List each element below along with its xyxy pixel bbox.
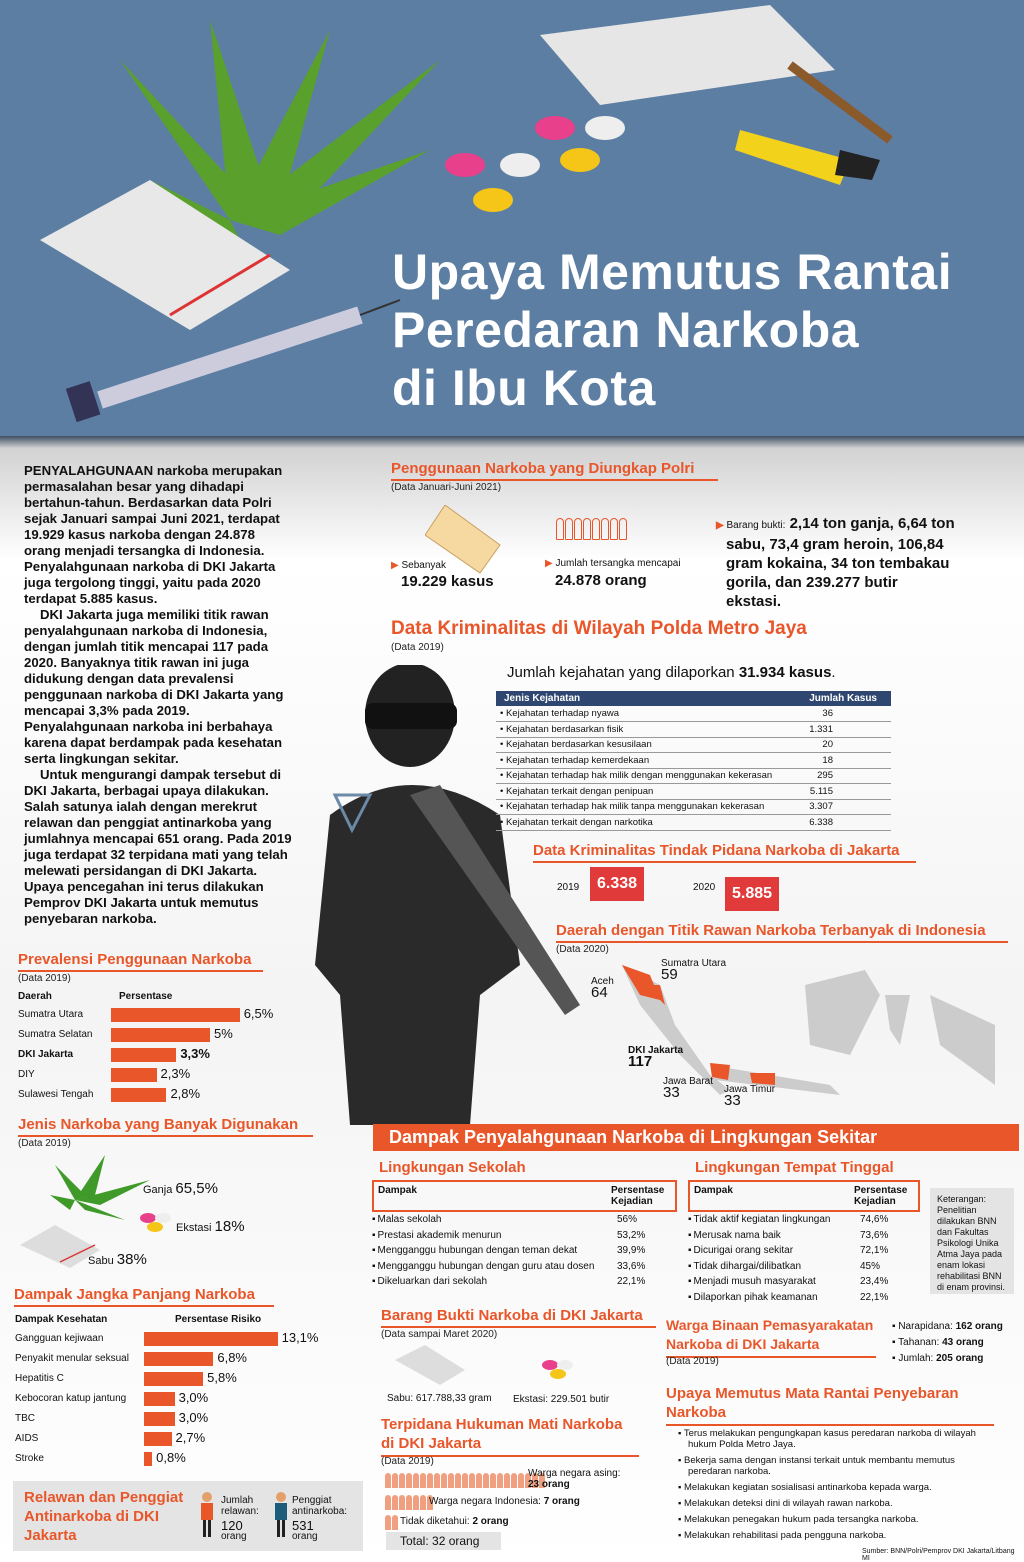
pills-icon bbox=[140, 1213, 171, 1232]
tidak-stat: Tidak diketahui: 2 orang bbox=[400, 1516, 509, 1527]
prev-label: DKI Jakarta bbox=[18, 1049, 74, 1060]
joint-icon bbox=[790, 65, 890, 140]
crime-row bbox=[496, 768, 891, 784]
dampak-row bbox=[372, 1228, 677, 1244]
crime-type: • Kejahatan terhadap kemerdekaan bbox=[496, 753, 795, 769]
jangka-heading: Dampak Jangka Panjang Narkoba bbox=[14, 1286, 274, 1307]
person-icon bbox=[490, 1473, 496, 1488]
jangka-value: 2,7% bbox=[175, 1430, 206, 1445]
indonesia-map bbox=[600, 955, 1000, 1109]
person-icon bbox=[476, 1473, 482, 1488]
dampak-item: ▪ Tidak aktif kegiatan lingkungan bbox=[688, 1214, 831, 1225]
person-icon bbox=[413, 1473, 419, 1488]
jangka-value: 13,1% bbox=[281, 1330, 319, 1345]
prev-col-persentase: Persentase bbox=[119, 991, 173, 1002]
crime-count: 36 bbox=[795, 706, 891, 722]
person-icon bbox=[504, 1473, 510, 1488]
dampak-row bbox=[688, 1259, 920, 1275]
upaya-item: ▪ Terus melakukan pengungkapan kasus peredaran narkoba di wilayah hukum Polda Metro Jaya. bbox=[678, 1428, 998, 1450]
syringe-icon bbox=[66, 300, 400, 422]
ekstasi-stat: Ekstasi 18% bbox=[176, 1218, 245, 1235]
crime-count: 3.307 bbox=[795, 799, 891, 815]
prev-col-daerah: Daerah bbox=[18, 991, 52, 1002]
binaan-list bbox=[892, 1319, 1003, 1367]
dampak-row bbox=[688, 1243, 920, 1259]
crime-count: 20 bbox=[795, 737, 891, 753]
prev-bar bbox=[111, 1008, 240, 1022]
prev-bar-chart bbox=[0, 1008, 320, 1108]
polri-subtitle: (Data Januari-Juni 2021) bbox=[391, 482, 502, 493]
wni-people-icons bbox=[385, 1495, 434, 1515]
upaya-item: ▪ Melakukan rehabilitasi pada pengguna narkoba. bbox=[678, 1530, 998, 1541]
prev-value: 3,3% bbox=[180, 1046, 210, 1061]
tinggal-table: Dampak Persentase Kejadian ▪ Tidak aktif kegiatan lingkungan 74,6% ▪ Merusak nama baik 73,6% ▪ Dicurigai orang sekitar 72,1% ▪ Tidak dihargai/dilibatkan 45% ▪ Menjadi musuh masyarakat 23,4% ▪ Dilaporkan pihak keamanan 22,1% bbox=[688, 1180, 920, 1305]
binaan-label: ▪ Tahanan: bbox=[892, 1337, 943, 1348]
dampak-item: ▪ Tidak dihargai/dilibatkan bbox=[688, 1261, 801, 1272]
person-icon bbox=[392, 1473, 398, 1488]
jangka-label: Hepatitis C bbox=[15, 1373, 64, 1384]
prev-bar bbox=[111, 1088, 166, 1102]
prev-heading: Prevalensi Penggunaan Narkoba bbox=[18, 951, 263, 972]
crime-type: • Kejahatan terkait dengan penipuan bbox=[496, 784, 795, 800]
kasus-value: 19.229 kasus bbox=[401, 573, 494, 590]
person-icon bbox=[406, 1473, 412, 1488]
crime-row bbox=[496, 815, 891, 831]
dampak-row bbox=[372, 1259, 677, 1275]
dampak-percent: 22,1% bbox=[617, 1276, 646, 1288]
binaan-value: 43 orang bbox=[942, 1337, 984, 1348]
jangka-bar bbox=[144, 1372, 203, 1386]
binaan-heading: Warga Binaan Pemasyarakatan Narkoba di DKI Jakarta bbox=[666, 1316, 876, 1358]
dampak-percent: 23,4% bbox=[860, 1276, 889, 1288]
crime-type: • Kejahatan terhadap nyawa bbox=[496, 706, 795, 722]
crime-table bbox=[496, 691, 891, 831]
crime-type: • Kejahatan berdasarkan fisik bbox=[496, 722, 795, 738]
relawan-heading: Relawan dan Penggiat Antinarkoba di DKI Jakarta bbox=[24, 1489, 184, 1544]
crime-col-jenis: Jenis Kejahatan bbox=[496, 691, 795, 706]
dampak-item: ▪ Malas sekolah bbox=[372, 1214, 441, 1225]
upaya-item: ▪ Melakukan kegiatan sosialisasi antinarkoba kepada warga. bbox=[678, 1482, 998, 1493]
prev-bar bbox=[111, 1028, 210, 1042]
pills-icon bbox=[445, 116, 625, 212]
tindak-value-2020: 5.885 bbox=[725, 877, 779, 911]
tindak-value-2019: 6.338 bbox=[590, 867, 644, 901]
upaya-item: ▪ Melakukan deteksi dini di wilayah rawan narkoba. bbox=[678, 1498, 998, 1509]
ganja-stat: Ganja 65,5% bbox=[143, 1180, 218, 1197]
jangka-bar bbox=[144, 1432, 172, 1446]
map-label-jatim: Jawa Timur 33 bbox=[724, 1084, 776, 1109]
person-icon bbox=[399, 1495, 405, 1510]
dampak-row bbox=[688, 1290, 920, 1306]
tinggal-heading: Lingkungan Tempat Tinggal bbox=[695, 1159, 894, 1176]
dampak-item: ▪ Dikeluarkan dari sekolah bbox=[372, 1276, 487, 1287]
jangka-label: Stroke bbox=[15, 1453, 44, 1464]
prev-label: Sumatra Utara bbox=[18, 1009, 84, 1020]
person-icon bbox=[469, 1473, 475, 1488]
person-icon bbox=[483, 1473, 489, 1488]
prev-subtitle: (Data 2019) bbox=[18, 973, 71, 984]
hero-divider bbox=[0, 436, 1024, 448]
mati-heading: Terpidana Hukuman Mati Narkoba di DKI Jakarta bbox=[381, 1415, 639, 1457]
person-icon bbox=[497, 1473, 503, 1488]
dampak-percent: 22,1% bbox=[860, 1291, 889, 1303]
bukti-icons bbox=[395, 1345, 625, 1387]
binaan-item bbox=[892, 1335, 1003, 1351]
crime-type: • Kejahatan terkait dengan narkotika bbox=[496, 815, 795, 831]
crime-row bbox=[496, 737, 891, 753]
binaan-label: ▪ Narapidana: bbox=[892, 1321, 956, 1332]
crime-type: • Kejahatan terhadap hak milik dengan menggunakan kekerasan bbox=[496, 768, 795, 784]
person-icon bbox=[511, 1473, 517, 1488]
crime-row bbox=[496, 753, 891, 769]
prev-value: 2,3% bbox=[160, 1066, 191, 1081]
pills-icon bbox=[542, 1360, 573, 1379]
mati-subtitle: (Data 2019) bbox=[381, 1456, 434, 1467]
jangka-bar-chart bbox=[0, 1332, 360, 1472]
binaan-value: 205 orang bbox=[936, 1353, 984, 1364]
crime-count: 6.338 bbox=[795, 815, 891, 831]
jangka-col-dampak: Dampak Kesehatan bbox=[15, 1314, 108, 1325]
prev-label: Sulawesi Tengah bbox=[18, 1089, 94, 1100]
person-icon bbox=[420, 1473, 426, 1488]
crime-row bbox=[496, 722, 891, 738]
keterangan-note: Keterangan: Penelitian dilakukan BNN dan Fakultas Psikologi Unika Atma Jaya pada enam lokasi rehabilitasi BNN di enam provinsi. bbox=[930, 1188, 1014, 1294]
crime-count: 1.331 bbox=[795, 722, 891, 738]
upaya-heading: Upaya Memutus Mata Rantai Penyebaran Narkoba bbox=[666, 1384, 994, 1426]
sekolah-heading: Lingkungan Sekolah bbox=[379, 1159, 526, 1176]
prev-value: 2,8% bbox=[170, 1086, 201, 1101]
wni-stat: Warga negara Indonesia: 7 orang bbox=[429, 1496, 580, 1507]
person-icon bbox=[427, 1473, 433, 1488]
person-icon bbox=[392, 1495, 398, 1510]
krim-subtitle: (Data 2019) bbox=[391, 642, 444, 653]
dampak-item: ▪ Mengganggu hubungan dengan guru atau dosen bbox=[372, 1261, 594, 1272]
crime-count: 295 bbox=[795, 768, 891, 784]
source-credit: Sumber: BNN/Polri/Pemprov DKI Jakarta/Litbang MI bbox=[862, 1548, 1015, 1562]
asing-stat: Warga negara asing: 23 orang bbox=[528, 1468, 621, 1490]
person-icon bbox=[434, 1473, 440, 1488]
dampak-item: ▪ Merusak nama baik bbox=[688, 1230, 781, 1241]
person-icon bbox=[385, 1515, 391, 1530]
binaan-item bbox=[892, 1319, 1003, 1335]
dampak-percent: 56% bbox=[617, 1214, 638, 1226]
map-label-dki: DKI Jakarta 117 bbox=[628, 1045, 684, 1070]
crime-row bbox=[496, 784, 891, 800]
jangka-value: 5,8% bbox=[207, 1370, 237, 1385]
jangka-value: 6,8% bbox=[217, 1350, 247, 1365]
dampak-banner: Dampak Penyalahgunaan Narkoba di Lingkungan Sekitar bbox=[373, 1124, 1019, 1151]
lighter-icon bbox=[735, 130, 880, 185]
dampak-row bbox=[372, 1212, 677, 1228]
crime-count: 5.115 bbox=[795, 784, 891, 800]
person-icon bbox=[385, 1495, 391, 1510]
jangka-label: Penyakit menular seksual bbox=[15, 1353, 129, 1364]
binaan-item bbox=[892, 1351, 1003, 1367]
crime-count: 18 bbox=[795, 753, 891, 769]
dampak-item: ▪ Mengganggu hubungan dengan teman dekat bbox=[372, 1245, 577, 1256]
jangka-bar bbox=[144, 1452, 152, 1466]
jangka-bar bbox=[144, 1332, 278, 1346]
powder-packet-icon bbox=[540, 5, 835, 105]
relawan-stat: Jumlah relawan: 120 orang bbox=[221, 1495, 259, 1542]
dampak-row bbox=[688, 1228, 920, 1244]
jenis-heading: Jenis Narkoba yang Banyak Digunakan bbox=[18, 1116, 313, 1137]
jangka-label: Kebocoran katup jantung bbox=[15, 1393, 127, 1404]
prev-value: 6,5% bbox=[243, 1006, 274, 1021]
relawan-person-icon bbox=[200, 1492, 214, 1538]
upaya-item: ▪ Bekerja sama dengan instansi terkait untuk membantu memutus peredaran narkoba. bbox=[678, 1455, 998, 1477]
dampak-percent: 33,6% bbox=[617, 1260, 646, 1272]
person-icon bbox=[462, 1473, 468, 1488]
binaan-label: ▪ Jumlah: bbox=[892, 1353, 937, 1364]
person-icon bbox=[392, 1515, 398, 1530]
tindak-year-2020: 2020 bbox=[693, 882, 716, 893]
prev-bar bbox=[111, 1068, 157, 1082]
person-icon bbox=[441, 1473, 447, 1488]
krim-heading: Data Kriminalitas di Wilayah Polda Metro Jaya bbox=[391, 618, 807, 639]
crime-row bbox=[496, 799, 891, 815]
dampak-percent: 53,2% bbox=[617, 1229, 646, 1241]
person-icon bbox=[406, 1495, 412, 1510]
dampak-percent: 39,9% bbox=[617, 1245, 646, 1257]
dampak-percent: 45% bbox=[860, 1260, 881, 1272]
jangka-label: Gangguan kejiwaan bbox=[15, 1333, 104, 1344]
tersangka-value: 24.878 orang bbox=[555, 572, 647, 589]
map-label-aceh: Aceh 64 bbox=[591, 976, 614, 1001]
rawan-subtitle: (Data 2020) bbox=[556, 944, 609, 955]
jangka-value: 0,8% bbox=[156, 1450, 186, 1465]
page-title: Upaya Memutus Rantai Peredaran Narkoba di Ibu Kota bbox=[392, 244, 953, 416]
dampak-item: ▪ Menjadi musuh masyarakat bbox=[688, 1276, 816, 1287]
jangka-label: TBC bbox=[15, 1413, 35, 1424]
crime-row bbox=[496, 706, 891, 722]
bukti-heading: Barang Bukti Narkoba di DKI Jakarta bbox=[381, 1307, 656, 1328]
crime-col-jumlah: Jumlah Kasus bbox=[795, 691, 891, 706]
dampak-item: ▪ Prestasi akademik menurun bbox=[372, 1230, 502, 1241]
asing-people-icons bbox=[385, 1473, 546, 1493]
dampak-item: ▪ Dilaporkan pihak keamanan bbox=[688, 1292, 818, 1303]
dampak-row bbox=[372, 1243, 677, 1259]
sabu-stat: Sabu 38% bbox=[88, 1251, 147, 1268]
cannabis-icon bbox=[50, 1155, 150, 1220]
prev-label: DIY bbox=[18, 1069, 35, 1080]
jenis-subtitle: (Data 2019) bbox=[18, 1138, 71, 1149]
sekolah-table: Dampak Persentase Kejadian ▪ Malas sekolah 56% ▪ Prestasi akademik menurun 53,2% ▪ Mengganggu hubungan dengan teman dekat 39,9% ▪ Mengganggu hubungan dengan guru atau dosen 33,6% ▪ Dikeluarkan dari sekolah 22,1% bbox=[372, 1180, 677, 1290]
person-icon bbox=[399, 1473, 405, 1488]
jangka-label: AIDS bbox=[15, 1433, 39, 1444]
dampak-percent: 73,6% bbox=[860, 1229, 889, 1241]
person-icon bbox=[413, 1495, 419, 1510]
person-icon bbox=[518, 1473, 524, 1488]
barang-bukti: ▶ Barang bukti: 2,14 ton ganja, 6,64 ton sabu, 73,4 gram heroin, 106,84 gram kokaina, 34 ton tembakau gorila, dan 239.277 butir ekstasi. bbox=[716, 515, 955, 610]
mati-total: Total: 32 orang bbox=[386, 1532, 501, 1550]
prev-label: Sumatra Selatan bbox=[18, 1029, 93, 1040]
person-icon bbox=[420, 1495, 426, 1510]
kasus-label: ▶ Sebanyak bbox=[391, 560, 446, 571]
jangka-value: 3,0% bbox=[178, 1390, 209, 1405]
dampak-row bbox=[688, 1274, 920, 1290]
rawan-heading: Daerah dengan Titik Rawan Narkoba Terbanyak di Indonesia bbox=[556, 922, 1008, 943]
sabu-bag-icon bbox=[395, 1345, 465, 1385]
tersangka-label: ▶ Jumlah tersangka mencapai bbox=[545, 558, 681, 569]
prev-value: 5% bbox=[214, 1026, 233, 1041]
dampak-row bbox=[688, 1212, 920, 1228]
polri-heading: Penggunaan Narkoba yang Diungkap Polri bbox=[391, 460, 718, 481]
upaya-list bbox=[678, 1428, 998, 1546]
jangka-value: 3,0% bbox=[178, 1410, 209, 1425]
dampak-percent: 72,1% bbox=[860, 1245, 889, 1257]
person-icon bbox=[385, 1473, 391, 1488]
jangka-bar bbox=[144, 1392, 175, 1406]
upaya-item: ▪ Melakukan penegakan hukum pada tersangka narkoba. bbox=[678, 1514, 998, 1525]
penggiat-person-icon bbox=[274, 1492, 288, 1538]
jangka-bar bbox=[144, 1412, 175, 1426]
binaan-subtitle: (Data 2019) bbox=[666, 1356, 719, 1367]
tindak-heading: Data Kriminalitas Tindak Pidana Narkoba di Jakarta bbox=[533, 842, 916, 863]
prev-bar bbox=[111, 1048, 176, 1062]
jangka-col-risiko: Persentase Risiko bbox=[175, 1314, 262, 1325]
crime-type: • Kejahatan berdasarkan kesusilaan bbox=[496, 737, 795, 753]
penggiat-stat: Penggiat antinarkoba: 531 orang bbox=[292, 1495, 348, 1542]
dampak-percent: 74,6% bbox=[860, 1214, 889, 1226]
person-icon bbox=[455, 1473, 461, 1488]
krim-total: Jumlah kejahatan yang dilaporkan 31.934 kasus. bbox=[507, 664, 836, 681]
crime-type: • Kejahatan terhadap hak milik tanpa menggunakan kekerasan bbox=[496, 799, 795, 815]
people-icon bbox=[556, 518, 628, 545]
binaan-value: 162 orang bbox=[955, 1321, 1003, 1332]
dampak-item: ▪ Dicurigai orang sekitar bbox=[688, 1245, 793, 1256]
map-label-jabar: Jawa Barat 33 bbox=[663, 1076, 714, 1101]
bukti-ekstasi: Ekstasi: 229.501 butir bbox=[513, 1394, 610, 1405]
bukti-subtitle: (Data sampai Maret 2020) bbox=[381, 1329, 498, 1340]
dampak-row bbox=[372, 1274, 677, 1290]
jangka-bar bbox=[144, 1352, 213, 1366]
person-icon bbox=[448, 1473, 454, 1488]
bukti-sabu: Sabu: 617.788,33 gram bbox=[387, 1393, 492, 1404]
intro-text: PENYALAHGUNAAN narkoba merupakan permasalahan besar yang dihadapi bertahun-tahun. Berdasarkan data Polri sejak Januari sampai Juni 2021, terdapat 19.929 kasus narkoba dengan 24.878 orang menjadi tersangka di Indonesia. Penyalahgunaan narkoba di DKI Jakarta juga tergolong tinggi, yaitu pada 2020 terdapat 5.885 kasus. DKI Jakarta juga memiliki titik rawan penyalahgunaan narkoba di Indonesia, dengan jumlah titik mencapai 117 pada 2020. Banyaknya titik rawan ini juga didukung dengan data prevalensi penggunaan narkoba di DKI Jakarta yang mencapai 3,3% pada 2019. Penyalahgunaan narkoba ini berbahaya karena dapat berdampak pada kesehatan serta lingkungan sekitar. Untuk mengurangi dampak tersebut di DKI Jakarta, berbagai upaya dilakukan. Salah satunya ialah dengan merekrut relawan dan penggiat antinarkoba yang jumlahnya mencapai 651 orang. Pada 2019 juga terdapat 32 terpidana mati yang telah melewati persidangan di DKI Jakarta. Upaya pencegahan ini terus dilakukan Pemprov DKI Jakarta untuk memutus penyebaran narkoba. bbox=[24, 463, 292, 926]
tindak-year-2019: 2019 bbox=[557, 882, 580, 893]
map-label-sumut: Sumatra Utara 59 bbox=[661, 958, 727, 983]
